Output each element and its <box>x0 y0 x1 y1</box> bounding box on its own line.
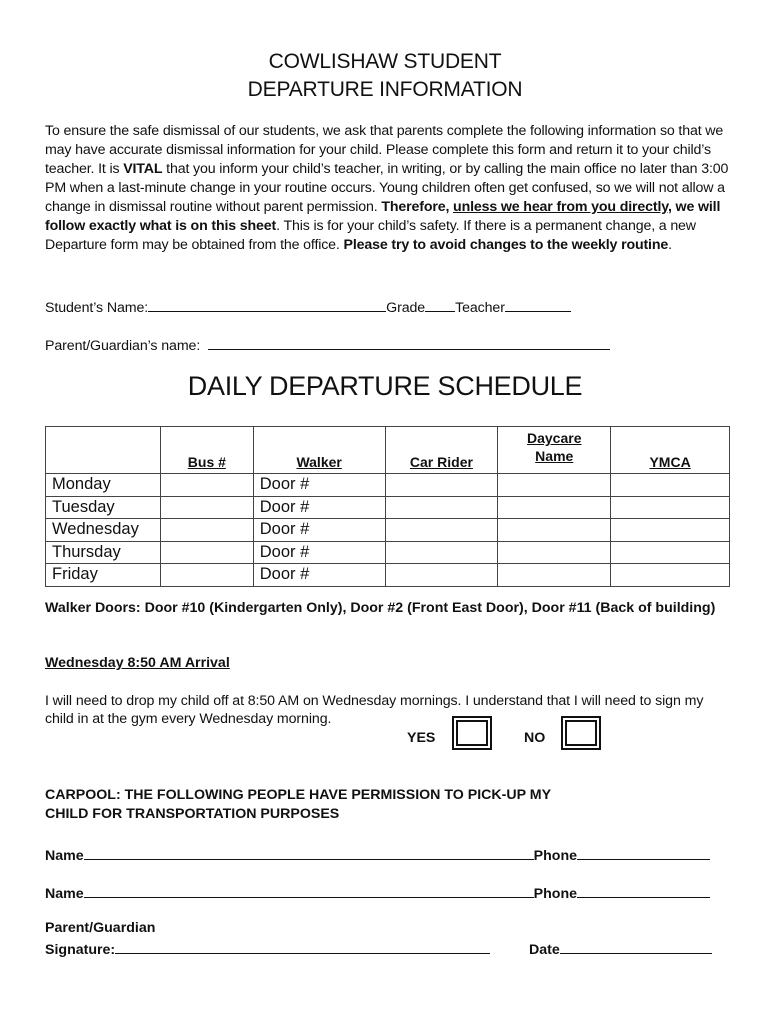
ymca-cell[interactable] <box>611 496 730 519</box>
parent-guardian-label: Parent/Guardian <box>45 920 156 936</box>
wednesday-heading: Wednesday 8:50 AM Arrival <box>45 655 230 671</box>
header-ymca: YMCA <box>611 427 730 474</box>
header-bus: Bus # <box>160 427 253 474</box>
table-row <box>46 496 730 519</box>
student-info-line <box>45 297 571 316</box>
intro-text-2: that you inform your child’s teacher, in writing, or by calling the main office no later than 3:00 PM when a last-minute change in your routine occurs. Young children often get confused, so we will not allow a change in dismissal routine without parent permission. <box>45 161 729 215</box>
daycare-cell[interactable] <box>498 496 611 519</box>
signature-label: Signature: <box>45 942 116 958</box>
grade-label: Grade <box>386 300 426 316</box>
day-cell: Tuesday <box>46 496 161 519</box>
intro-text-3: . This is for your child’s safety. If there is a permanent change, a new Departure form may be obtained from the office. <box>45 218 696 253</box>
yes-label: YES <box>407 730 436 746</box>
intro-vital: VITAL <box>123 161 163 177</box>
intro-avoid: Please try to avoid changes to the weekly routine <box>343 237 669 253</box>
parent-info-line <box>45 335 610 354</box>
carpool-heading-line1: CARPOOL: THE FOLLOWING PEOPLE HAVE PERMISSION TO PICK-UP MY <box>45 787 552 803</box>
form-title-line1: COWLISHAW STUDENT <box>268 50 502 73</box>
student-name-label: Student’s Name: <box>45 300 149 316</box>
ymca-cell[interactable] <box>611 541 730 564</box>
table-row <box>46 564 730 587</box>
intro-follow: we will follow exactly what is on this sheet <box>45 199 721 234</box>
walker-doors-note: Walker Doors: Door #10 (Kindergarten Only), Door #2 (Front East Door), Door #11 (Back of building) <box>45 600 716 616</box>
header-day <box>46 427 161 474</box>
daycare-cell[interactable] <box>498 474 611 497</box>
table-header-row <box>46 427 730 474</box>
intro-therefore: Therefore, <box>381 199 454 215</box>
bus-cell[interactable] <box>160 474 253 497</box>
daycare-cell[interactable] <box>498 519 611 542</box>
carpool-heading <box>45 786 645 824</box>
signature-line <box>45 939 490 958</box>
table-row <box>46 541 730 564</box>
ymca-cell[interactable] <box>611 474 730 497</box>
form-title-line2: DEPARTURE INFORMATION <box>247 78 523 101</box>
no-label: NO <box>524 730 546 746</box>
car-rider-cell[interactable] <box>385 474 498 497</box>
header-daycare-line1: Daycare <box>527 430 582 446</box>
walker-cell[interactable]: Door # <box>253 496 385 519</box>
header-walker: Walker <box>253 427 385 474</box>
no-checkbox[interactable] <box>561 716 601 750</box>
carpool-name-field[interactable] <box>84 883 534 898</box>
walker-cell[interactable]: Door # <box>253 564 385 587</box>
intro-unless: unless we hear from you directly, <box>453 199 672 215</box>
walker-cell[interactable]: Door # <box>253 519 385 542</box>
intro-text-1: To ensure the safe dismissal of our students, we ask that parents complete the following information so that we may have accurate dismissal information for your child. Please complete this form and return it to your child’s teacher. It is <box>45 123 724 177</box>
carpool-phone-label: Phone <box>533 848 578 864</box>
carpool-heading-line2: CHILD FOR TRANSPORTATION PURPOSES <box>45 806 340 822</box>
carpool-row-1 <box>45 845 710 864</box>
carpool-name-label: Name <box>45 886 84 902</box>
date-line <box>529 939 712 958</box>
car-rider-cell[interactable] <box>385 541 498 564</box>
intro-paragraph <box>45 122 735 255</box>
ymca-cell[interactable] <box>611 564 730 587</box>
ymca-cell[interactable] <box>611 519 730 542</box>
parent-name-label: Parent/Guardian’s name: <box>45 338 205 354</box>
date-label: Date <box>529 942 560 958</box>
daycare-cell[interactable] <box>498 541 611 564</box>
wednesday-text: I will need to drop my child off at 8:50 AM on Wednesday mornings. I understand that I will need to sign my child in at the gym every Wednesday morning. <box>45 693 704 727</box>
day-cell: Friday <box>46 564 161 587</box>
bus-cell[interactable] <box>160 496 253 519</box>
teacher-field[interactable] <box>505 297 571 312</box>
table-row <box>46 474 730 497</box>
walker-cell[interactable]: Door # <box>253 541 385 564</box>
carpool-name-field[interactable] <box>84 845 534 860</box>
carpool-phone-field[interactable] <box>577 845 710 860</box>
student-name-field[interactable] <box>148 297 386 312</box>
daycare-cell[interactable] <box>498 564 611 587</box>
carpool-phone-label: Phone <box>533 886 578 902</box>
grade-field[interactable] <box>425 297 455 312</box>
signature-field[interactable] <box>115 939 490 954</box>
car-rider-cell[interactable] <box>385 564 498 587</box>
car-rider-cell[interactable] <box>385 496 498 519</box>
carpool-phone-field[interactable] <box>577 883 710 898</box>
header-car-rider: Car Rider <box>385 427 498 474</box>
day-cell: Thursday <box>46 541 161 564</box>
date-field[interactable] <box>560 939 712 954</box>
departure-schedule-table <box>45 426 730 587</box>
walker-cell[interactable]: Door # <box>253 474 385 497</box>
parent-name-field[interactable] <box>208 335 610 350</box>
bus-cell[interactable] <box>160 541 253 564</box>
carpool-name-label: Name <box>45 848 84 864</box>
bus-cell[interactable] <box>160 564 253 587</box>
header-daycare <box>498 427 611 474</box>
day-cell: Monday <box>46 474 161 497</box>
yes-checkbox[interactable] <box>452 716 492 750</box>
teacher-label: Teacher <box>455 300 505 316</box>
carpool-row-2 <box>45 883 710 902</box>
table-row <box>46 519 730 542</box>
car-rider-cell[interactable] <box>385 519 498 542</box>
bus-cell[interactable] <box>160 519 253 542</box>
schedule-title: DAILY DEPARTURE SCHEDULE <box>187 371 583 401</box>
header-daycare-line2: Name <box>535 448 574 464</box>
intro-period: . <box>668 237 672 253</box>
day-cell: Wednesday <box>46 519 161 542</box>
